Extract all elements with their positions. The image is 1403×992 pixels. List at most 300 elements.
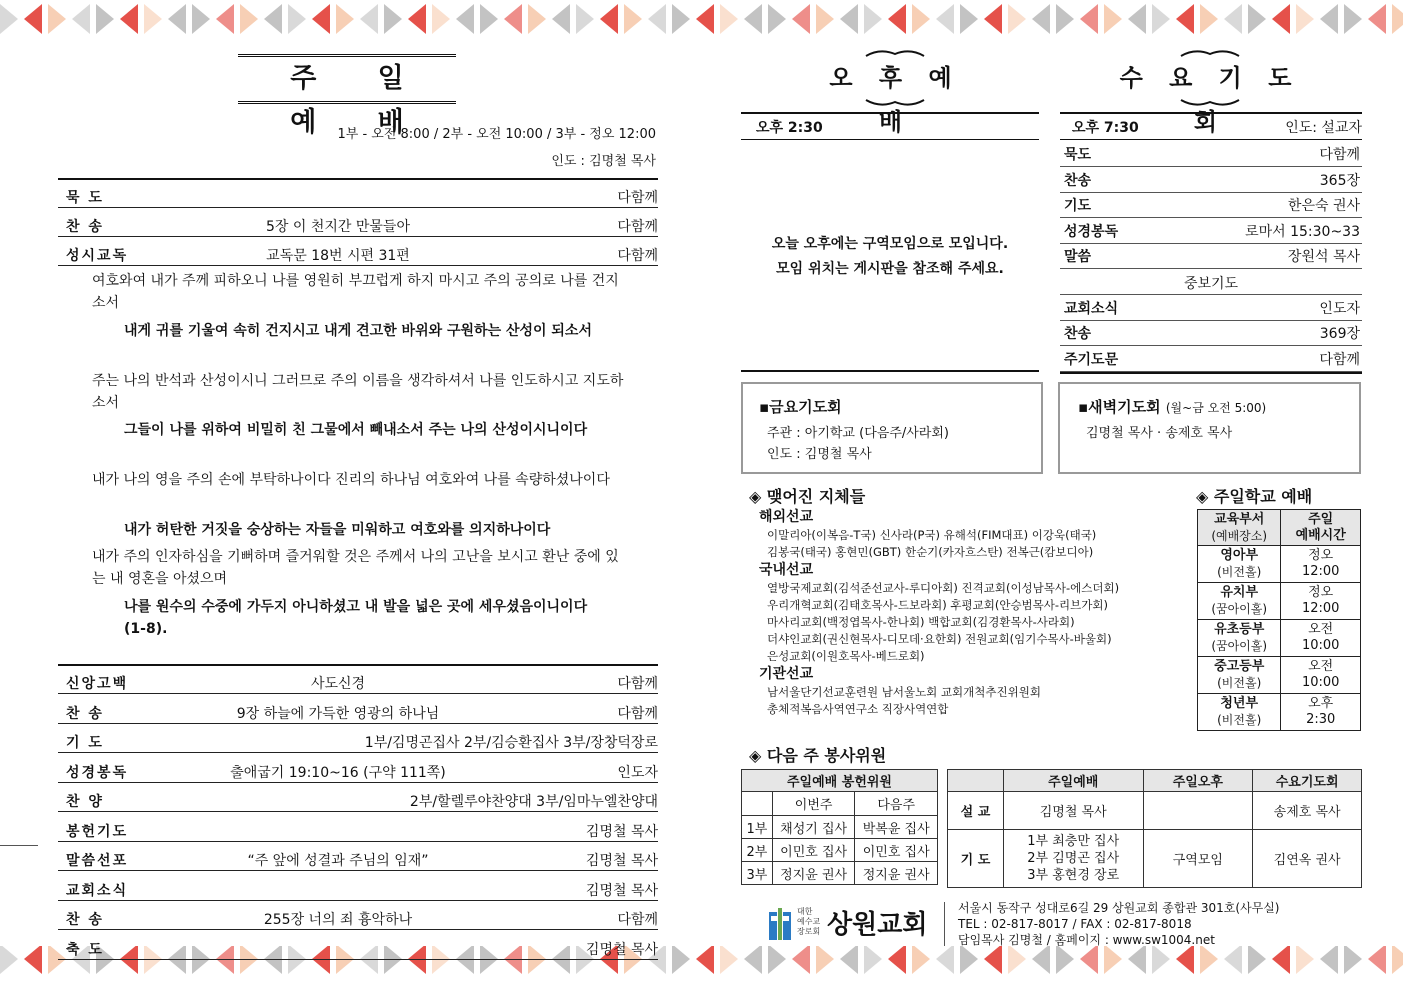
- order-detail: 255장 너의 죄 흉악하나: [263, 912, 413, 928]
- friday-line2: 인도 : 김명철 목사: [767, 447, 872, 462]
- wednesday-value: 로마서 15:30~33: [1245, 223, 1360, 240]
- order-label: 찬 송: [66, 912, 104, 928]
- wednesday-item: 묵도: [1064, 147, 1092, 163]
- triangle-ornament: [48, 4, 66, 34]
- afternoon-time: 오후 2:30: [756, 120, 823, 136]
- school-header-line1: 교육부서: [1214, 511, 1265, 527]
- ornament-icon: [864, 50, 926, 58]
- order-detail: 5장 이 천지간 만물들아: [266, 219, 410, 235]
- order-row: [58, 818, 658, 842]
- school-dept-cell: [1198, 583, 1281, 620]
- triangle-ornament: [1344, 946, 1362, 974]
- triangle-ornament: [120, 4, 138, 34]
- afternoon-rule-thin: [741, 139, 1039, 140]
- triangle-ornament: [1080, 4, 1098, 34]
- offering-col-head: [742, 792, 773, 816]
- school-dept: 청년부: [1220, 696, 1259, 711]
- afternoon-notice-line2: 모임 위치는 게시판을 참조해 주세요.: [776, 261, 1004, 277]
- wednesday-row: [1060, 142, 1362, 167]
- weekly-header-row: [948, 770, 1362, 792]
- service-leader: 인도 : 김명철 목사: [551, 154, 656, 169]
- school-time: 12:00: [1301, 564, 1340, 579]
- weekly-col-head: 주일예배: [1003, 770, 1143, 792]
- order-label: 찬 송: [66, 705, 104, 722]
- triangle-ornament: [264, 4, 282, 34]
- order-label: 교회소식: [66, 882, 129, 899]
- missions-title-text: 맺어진 지체들: [766, 487, 866, 506]
- weekly-prayer-line: 2부 김명곤 집사: [1027, 851, 1120, 866]
- school-time-part: 정오: [1308, 585, 1334, 600]
- triangle-ornament: [288, 4, 306, 34]
- triangle-ornament: [744, 4, 762, 34]
- wednesday-row: [1060, 321, 1362, 346]
- offering-cell: 박복윤 집사: [855, 816, 938, 839]
- order-detail: “주 앞에 성결과 주님의 임재”: [247, 853, 429, 869]
- triangle-ornament: [792, 4, 810, 34]
- offering-cell: 1부: [742, 816, 773, 839]
- triangle-ornament: [1368, 946, 1386, 974]
- school-time-cell: [1281, 694, 1361, 731]
- triangle-ornament: [1392, 946, 1403, 974]
- order-mid-rule: [58, 664, 658, 666]
- offering-servants-table: [741, 769, 938, 885]
- offering-row: [742, 862, 938, 885]
- triangle-ornament: [1128, 4, 1146, 34]
- missions-list: [759, 508, 1179, 718]
- school-place: (비전홀): [1217, 565, 1262, 579]
- school-time-part: 오후: [1308, 696, 1334, 711]
- school-time-cell: [1281, 657, 1361, 694]
- offering-cell: 정지윤 권사: [855, 862, 938, 885]
- dawn-prayer-box: [1058, 382, 1361, 474]
- dawn-sub: (월~금 오전 5:00): [1165, 401, 1267, 415]
- wednesday-item: 기도: [1064, 198, 1092, 214]
- weekly-sermon-cell: 설 교: [948, 792, 1004, 830]
- denomination-tag-line2: 예수교: [797, 917, 821, 926]
- triangle-ornament: [720, 4, 738, 34]
- wednesday-value: 한은숙 권사: [1287, 198, 1360, 214]
- triangle-ornament: [504, 4, 522, 34]
- triangle-ornament: [384, 4, 402, 34]
- cross-logo-icon: [765, 904, 795, 944]
- triangle-ornament: [576, 4, 594, 34]
- school-time-part: 오전: [1308, 622, 1334, 637]
- order-performer: 김명철 목사: [585, 882, 658, 899]
- wednesday-title-text: 수 요 기 도 회: [1119, 64, 1301, 136]
- school-time: 12:00: [1301, 601, 1340, 616]
- intercessory-prayer: 중보기도: [1060, 273, 1362, 295]
- school-dept: 유치부: [1220, 585, 1259, 600]
- triangle-ornament: [960, 946, 978, 974]
- dawn-title-text: 새벽기도회: [1088, 398, 1161, 416]
- leader-reading: 주는 나의 반석과 산성이시니 그러므로 주의 이름을 생각하셔서 나를 인도하시고 지도하소서: [92, 373, 624, 411]
- offering-col-head: 이번주: [772, 792, 855, 816]
- school-header-cell: [1281, 510, 1361, 546]
- sunday-worship-title: 주 일 예 배: [238, 54, 456, 104]
- triangle-ornament: [1056, 946, 1074, 974]
- weekly-col-head: 수요기도회: [1253, 770, 1362, 792]
- order-row: [58, 670, 658, 694]
- weekly-col-head: 주일오후: [1143, 770, 1253, 792]
- order-detail: 교독문 18번 시편 31편: [266, 248, 410, 264]
- order-label: 신앙고백: [66, 676, 129, 692]
- wednesday-rule-thin: [1060, 139, 1362, 140]
- friday-title: ▪금요기도회: [759, 398, 842, 416]
- school-dept-cell: [1198, 694, 1281, 731]
- congregation-response: 그들이 나를 위하여 비밀히 친 그물에서 빼내소서 주는 나의 산성이시니이다: [124, 422, 588, 438]
- triangle-ornament: [840, 4, 858, 34]
- triangle-ornament: [1296, 946, 1314, 974]
- triangle-ornament: [0, 946, 18, 974]
- offering-cell: 이민호 집사: [772, 839, 855, 862]
- school-time: 10:00: [1301, 638, 1340, 653]
- triangle-ornament: [744, 946, 762, 974]
- mission-line: 은성교회(이원호목사-베드로회): [767, 649, 925, 663]
- school-dept: 중고등부: [1214, 659, 1265, 674]
- order-performer: 김명철 목사: [585, 941, 658, 958]
- wednesday-row: [1060, 219, 1362, 244]
- mission-line: 열방국제교회(김석준선교사-루디아회) 진격교회(이성남목사-에스더회): [767, 581, 1120, 595]
- triangle-ornament: [1104, 946, 1122, 974]
- mission-line: 총체적복음사역연구소 직장사역연합: [767, 702, 949, 716]
- triangle-ornament: [1320, 946, 1338, 974]
- offering-row: [742, 816, 938, 839]
- church-address: 서울시 동작구 성대로6길 29 상원교회 종합관 301호(사무실): [958, 901, 1280, 915]
- offering-cell: 이민호 집사: [855, 839, 938, 862]
- order-performer: 다함께: [617, 190, 658, 206]
- triangle-ornament: [648, 4, 666, 34]
- triangle-ornament: [792, 946, 810, 974]
- order-label: 기 도: [66, 735, 104, 751]
- weekly-sermon-cell: 김명철 목사: [1003, 792, 1143, 830]
- congregation-response: 내가 허탄한 거짓을 숭상하는 자들을 미워하고 여호와를 의지하나이다: [124, 522, 551, 538]
- triangle-ornament: [936, 4, 954, 34]
- school-title: ◈ 주일학교 예배: [1196, 487, 1313, 506]
- school-place: (비전홀): [1217, 676, 1262, 690]
- congregation-response: 나를 원수의 수중에 가두지 아니하셨고 내 발을 넓은 곳에 세우셨음이니이다(1-8).: [124, 599, 588, 637]
- school-dept-cell: [1198, 546, 1281, 583]
- leader-reading: 내가 나의 영을 주의 손에 부탁하나이다 진리의 하나님 여호와여 나를 속량하셨나이다: [92, 472, 610, 488]
- wednesday-value: 다함께: [1319, 147, 1360, 163]
- service-times: 1부 - 오전 8:00 / 2부 - 오전 10:00 / 3부 - 정오 12:00: [337, 127, 656, 142]
- order-detail: 출애굽기 19:10~16 (구약 111쪽): [230, 764, 446, 781]
- mission-group-name: 국내선교: [759, 562, 814, 578]
- triangle-ornament: [672, 946, 690, 974]
- order-performer: 김명철 목사: [585, 853, 658, 869]
- school-place: (꿈아이홀): [1211, 639, 1268, 653]
- offering-cell: 2부: [742, 839, 773, 862]
- triangle-ornament: [912, 4, 930, 34]
- weekly-prayer-label: 기 도: [948, 830, 1004, 888]
- afternoon-title-text: 오 후 예 배: [829, 64, 961, 136]
- order-detail: 사도신경: [310, 676, 366, 692]
- school-dept-cell: [1198, 620, 1281, 657]
- triangle-ornament: [1224, 946, 1242, 974]
- mission-group-name: 기관선교: [759, 666, 814, 682]
- order-performer: 다함께: [617, 248, 658, 264]
- order-row: [58, 184, 658, 208]
- congregation-response: 내게 귀를 기울여 속히 건지시고 내게 견고한 바위와 구원하는 산성이 되소서: [124, 323, 592, 339]
- triangle-ornament: [1032, 4, 1050, 34]
- church-name: 상원교회: [827, 910, 928, 940]
- triangle-ornament: [1344, 4, 1362, 34]
- logo-divider: [944, 902, 945, 946]
- order-performer: 다함께: [617, 705, 658, 722]
- triangle-ornament: [864, 4, 882, 34]
- order-performer: 김명철 목사: [585, 823, 658, 840]
- school-header-line1: 주일: [1308, 511, 1334, 527]
- school-row: [1198, 694, 1361, 731]
- wednesday-leader: 인도: 설교자: [1285, 120, 1362, 136]
- offering-header: 주일예배 봉헌위원: [742, 770, 938, 792]
- order-label: 성시교독: [66, 248, 129, 264]
- afternoon-worship-title: [815, 56, 975, 136]
- order-performer: 인도자: [617, 764, 658, 781]
- triangle-ornament: [480, 4, 498, 34]
- triangle-ornament: [528, 4, 546, 34]
- triangle-ornament: [1272, 946, 1290, 974]
- wednesday-item: 찬송: [1064, 326, 1092, 342]
- school-header-row: [1198, 510, 1361, 546]
- triangle-ornament: [1128, 946, 1146, 974]
- triangle-ornament: [888, 946, 906, 974]
- school-place: (비전홀): [1217, 713, 1262, 727]
- wednesday-item: 성경봉독: [1064, 223, 1119, 240]
- order-performer: 다함께: [617, 219, 658, 235]
- school-header-cell: [1198, 510, 1281, 546]
- ornament-icon: [1179, 50, 1241, 58]
- wednesday-time: 오후 7:30: [1072, 120, 1139, 136]
- offering-header-row: [742, 770, 938, 792]
- triangle-ornament: [1008, 946, 1026, 974]
- denomination-tag: [797, 907, 820, 937]
- triangle-ornament: [984, 946, 1002, 974]
- triangle-ornament: [72, 4, 90, 34]
- triangle-ornament: [600, 4, 618, 34]
- triangle-ornament: [1080, 946, 1098, 974]
- triangle-ornament: [840, 946, 858, 974]
- fold-mark: [0, 845, 38, 846]
- triangle-ornament: [1368, 4, 1386, 34]
- wednesday-item: 말씀: [1064, 249, 1092, 265]
- servants-title-text: 다음 주 봉사위원: [766, 746, 887, 765]
- mission-group-name: 해외선교: [759, 509, 814, 525]
- triangle-ornament: [1248, 946, 1266, 974]
- triangle-ornament: [1224, 4, 1242, 34]
- triangle-ornament: [360, 4, 378, 34]
- triangle-ornament: [552, 4, 570, 34]
- wednesday-value: 다함께: [1319, 351, 1360, 368]
- triangle-ornament: [192, 4, 210, 34]
- triangle-ornament: [960, 4, 978, 34]
- school-time-part: 오전: [1308, 659, 1334, 674]
- triangle-ornament: [1176, 946, 1194, 974]
- wednesday-value: 인도자: [1319, 300, 1360, 317]
- weekly-prayer-sunday: [1003, 830, 1143, 888]
- order-label: 축 도: [66, 941, 104, 958]
- triangle-ornament: [24, 4, 42, 34]
- school-dept: 유초등부: [1214, 622, 1265, 637]
- wednesday-item: 교회소식: [1064, 300, 1119, 317]
- triangle-ornament: [1176, 4, 1194, 34]
- order-performer: 다함께: [617, 912, 658, 928]
- triangle-ornament: [216, 4, 234, 34]
- ornament-icon: [864, 98, 926, 106]
- triangle-ornament: [984, 4, 1002, 34]
- triangle-ornament: [312, 4, 330, 34]
- offering-row: [742, 839, 938, 862]
- school-row: [1198, 657, 1361, 694]
- order-label: 묵 도: [66, 190, 104, 206]
- order-label: 성경봉독: [66, 764, 129, 781]
- triangle-ornament: [456, 4, 474, 34]
- school-time: 10:00: [1301, 675, 1340, 690]
- wednesday-row: [1060, 296, 1362, 321]
- triangle-ornament: [144, 4, 162, 34]
- church-contact: [958, 900, 1280, 948]
- triangle-ornament: [1248, 4, 1266, 34]
- wednesday-rule: [1060, 112, 1362, 114]
- friday-line1: 주관 : 아기학교 (다음주/사라회): [767, 426, 949, 441]
- offering-cell: 채성기 집사: [772, 816, 855, 839]
- weekly-sermon-cell: 송제호 목사: [1253, 792, 1362, 830]
- order-row: [58, 700, 658, 724]
- triangle-ornament: [432, 4, 450, 34]
- weekly-prayer-afternoon: 구역모임: [1143, 830, 1253, 888]
- ornament-icon: [1179, 98, 1241, 106]
- triangle-ornament: [864, 946, 882, 974]
- offering-cell: 3부: [742, 862, 773, 885]
- wednesday-bottom-rule: [1060, 372, 1362, 374]
- mission-line: 김봉국(태국) 홍현민(GBT) 한순기(카자흐스탄) 전복근(캄보디아): [767, 545, 1094, 559]
- triangle-ornament: [240, 4, 258, 34]
- order-performer: 2부/할렐루야찬양대 3부/임마누엘찬양대: [409, 794, 658, 810]
- wednesday-value: 369장: [1319, 326, 1360, 342]
- school-header-line2: (예배장소): [1211, 528, 1268, 543]
- triangle-ornament: [336, 4, 354, 34]
- school-dept: 영아부: [1220, 548, 1259, 563]
- triangle-ornament: [816, 946, 834, 974]
- weekly-col-head: [948, 770, 1004, 792]
- order-row: [58, 877, 658, 901]
- order-row: [58, 936, 658, 960]
- dawn-line1: 김명철 목사 · 송제호 목사: [1086, 426, 1233, 441]
- order-label: 찬 송: [66, 219, 104, 235]
- missions-title: ◈ 맺어진 지체들: [749, 487, 866, 506]
- triangle-ornament: [168, 4, 186, 34]
- order-row: [58, 729, 658, 753]
- triangle-ornament: [1104, 4, 1122, 34]
- order-row: [58, 906, 658, 930]
- triangle-ornament: [1032, 946, 1050, 974]
- mission-line: 우리개혁교회(김태호목사-드보라회) 후평교회(안승범목사-리브가회): [767, 598, 1108, 612]
- wednesday-row: [1060, 193, 1362, 218]
- triangle-ornament: [720, 946, 738, 974]
- weekly-prayer-wednesday: 김연옥 권사: [1253, 830, 1362, 888]
- wednesday-value: 장원석 목사: [1287, 249, 1360, 265]
- triangle-ornament: [624, 4, 642, 34]
- triangle-ornament: [96, 4, 114, 34]
- triangle-ornament: [1152, 946, 1170, 974]
- servants-title: ◈ 다음 주 봉사위원: [749, 746, 887, 765]
- order-detail: 9장 하늘에 가득한 영광의 하나님: [236, 705, 440, 722]
- triangle-ornament: [672, 4, 690, 34]
- triangle-ornament: [1392, 4, 1403, 34]
- denomination-tag-line3: 장로회: [797, 927, 821, 936]
- friday-title-text: 금요기도회: [769, 398, 842, 416]
- school-place: (꿈아이홀): [1211, 602, 1268, 616]
- school-title-text: 주일학교 예배: [1213, 487, 1313, 506]
- school-row: [1198, 620, 1361, 657]
- order-top-rule: [58, 178, 658, 180]
- offering-col-head: 다음주: [855, 792, 938, 816]
- church-logo: [765, 900, 940, 946]
- leader-reading: 여호와여 내가 주께 피하오니 나를 영원히 부끄럽게 하지 마시고 주의 공의로 나를 건지소서: [92, 273, 619, 311]
- triangle-ornament: [0, 4, 18, 34]
- triangle-ornament: [408, 4, 426, 34]
- mission-line: 이말리아(이복음-T국) 신사라(P국) 유해석(FIM대표) 이강욱(태국): [767, 528, 1097, 542]
- leader-reading: 내가 주의 인자하심을 기뻐하며 즐거워할 것은 주께서 나의 고난을 보시고 환난 중에 있는 내 영혼을 아셨으며: [92, 549, 619, 587]
- wednesday-row: [1060, 244, 1362, 269]
- triangle-ornament: [936, 946, 954, 974]
- weekly-servants-table: [947, 769, 1362, 888]
- wednesday-item: 찬송: [1064, 172, 1092, 189]
- afternoon-notice: [741, 232, 1039, 282]
- weekly-prayer-row: [948, 830, 1362, 888]
- order-performer: 다함께: [617, 676, 658, 692]
- weekly-prayer-line: 3부 홍현경 장로: [1027, 868, 1120, 883]
- wednesday-item: 주기도문: [1064, 351, 1119, 368]
- triangle-ornament: [768, 4, 786, 34]
- triangle-ornament: [696, 946, 714, 974]
- school-time-cell: [1281, 583, 1361, 620]
- triangle-ornament: [24, 946, 42, 974]
- weekly-sermon-row: [948, 792, 1362, 830]
- triangle-ornament: [1296, 4, 1314, 34]
- triangle-ornament: [816, 4, 834, 34]
- denomination-tag-line1: 대한: [797, 907, 813, 916]
- school-time-part: 정오: [1308, 548, 1334, 563]
- school-row: [1198, 583, 1361, 620]
- order-label: 말씀선포: [66, 853, 129, 869]
- triangle-ornament: [912, 946, 930, 974]
- wednesday-row: [1060, 347, 1362, 372]
- triangle-ornament: [1200, 946, 1218, 974]
- triangle-ornament: [888, 4, 906, 34]
- triangle-ornament: [696, 4, 714, 34]
- weekly-sermon-cell: [1143, 792, 1253, 830]
- order-row: [58, 242, 658, 266]
- afternoon-bottom-rule: [741, 370, 1039, 372]
- weekly-prayer-line: 1부 최충만 집사: [1027, 834, 1120, 849]
- triangle-ornament: [1320, 4, 1338, 34]
- order-label: 찬 양: [66, 794, 104, 810]
- triangle-ornament: [1008, 4, 1026, 34]
- triangle-ornament: [1152, 4, 1170, 34]
- school-time-cell: [1281, 546, 1361, 583]
- order-performer: 1부/김명곤집사 2부/김승환집사 3부/장창덕장로: [364, 735, 658, 751]
- mission-line: 마사리교회(백정엽목사-한나회) 백합교회(김경환목사-사라회): [767, 615, 1075, 629]
- triangle-ornament: [1200, 4, 1218, 34]
- mission-line: 남서울단기선교훈련원 남서울노회 교회개척추진위원회: [767, 685, 1041, 699]
- wednesday-row: [1060, 168, 1362, 193]
- top-decorative-band: [0, 0, 1403, 46]
- offering-cell: 정지윤 권사: [772, 862, 855, 885]
- school-time-cell: [1281, 620, 1361, 657]
- school-dept-cell: [1198, 657, 1281, 694]
- triangle-ornament: [1272, 4, 1290, 34]
- wednesday-value: 365장: [1319, 172, 1360, 189]
